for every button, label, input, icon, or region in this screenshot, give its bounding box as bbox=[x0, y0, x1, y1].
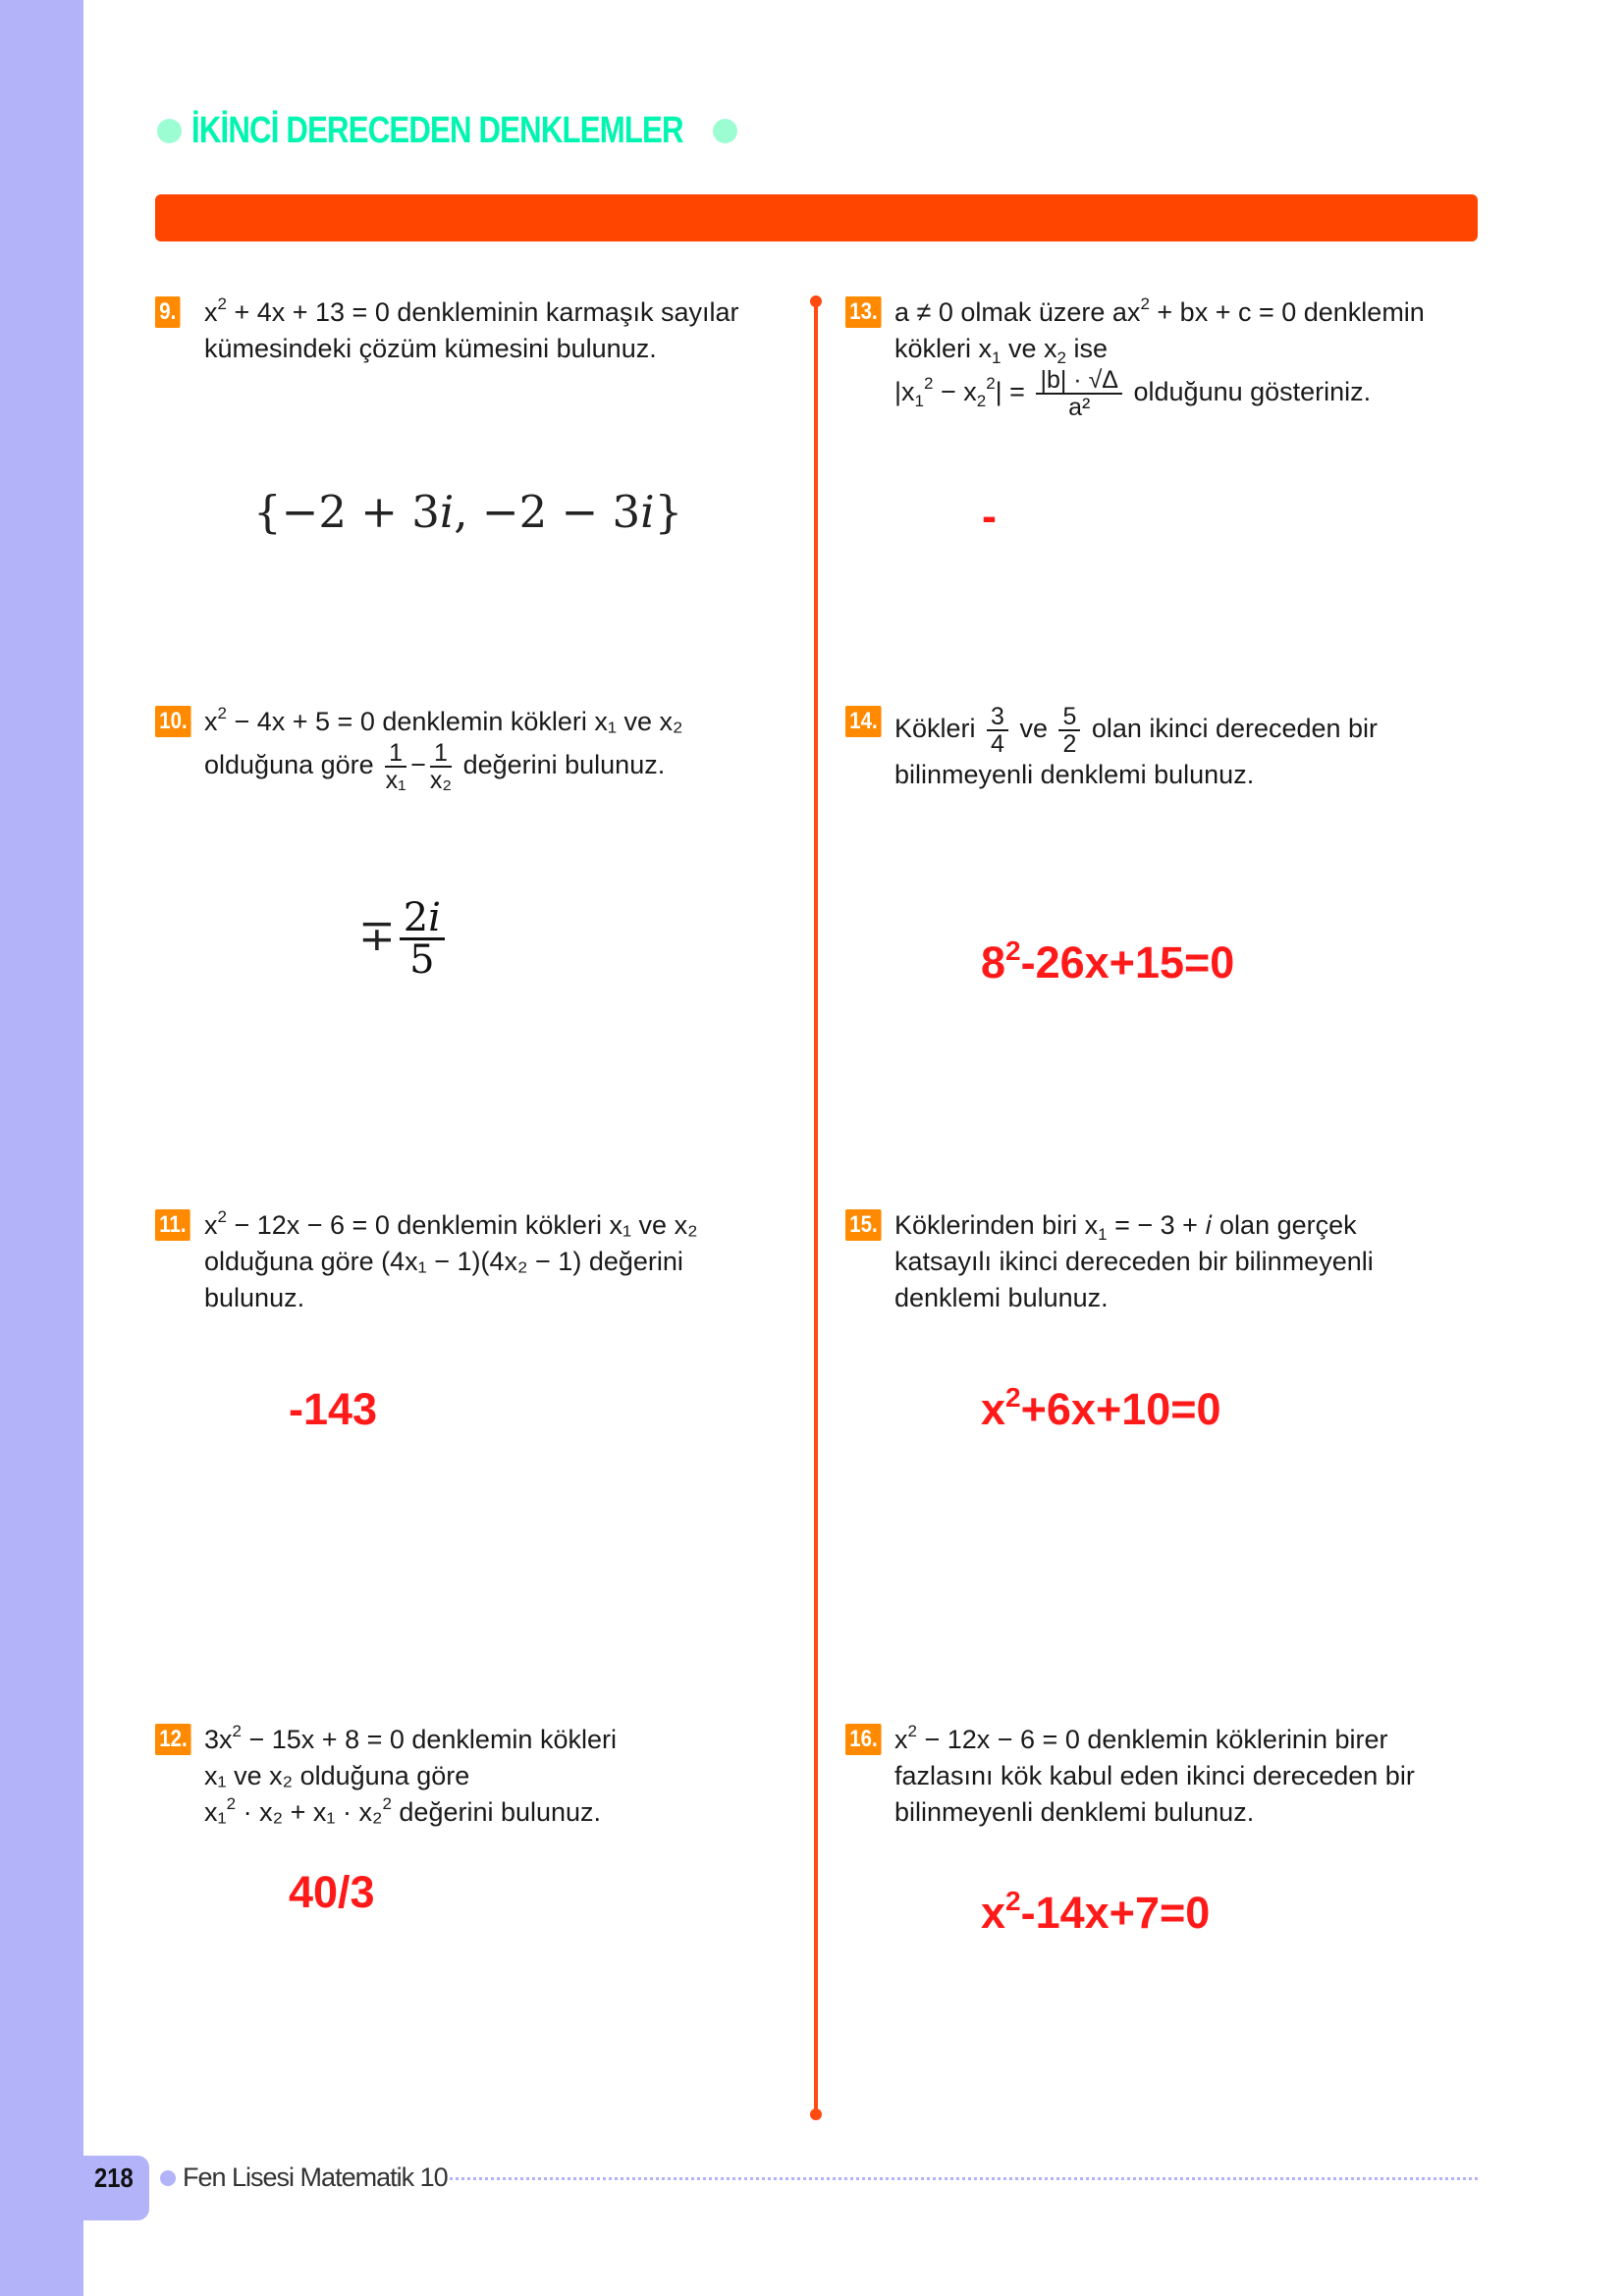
text-segment: kökleri x bbox=[894, 334, 993, 363]
fraction-denominator: a² bbox=[1068, 394, 1091, 421]
text-segment: ve x bbox=[1001, 334, 1057, 363]
text-segment: − bbox=[410, 750, 426, 780]
section-title bbox=[157, 110, 737, 152]
fraction bbox=[430, 740, 452, 793]
superscript: 2 bbox=[1140, 294, 1150, 313]
text-line bbox=[894, 704, 1474, 757]
superscript: 2 bbox=[907, 1722, 917, 1740]
answer-9 bbox=[253, 486, 682, 538]
text-line bbox=[358, 895, 449, 983]
text-line bbox=[204, 704, 784, 740]
answer-13 bbox=[982, 491, 997, 542]
page-number: 218 bbox=[94, 2163, 134, 2193]
text-segment: ∓ bbox=[358, 909, 396, 961]
text-line bbox=[204, 1722, 784, 1758]
text-segment: denklemi bulunuz. bbox=[894, 1283, 1109, 1312]
text-segment: ise bbox=[1066, 334, 1109, 363]
text-segment: x₁ ve x₂ olduğuna göre bbox=[204, 1761, 470, 1790]
superscript: 2 bbox=[1005, 1382, 1021, 1413]
text-segment: {−2 + 3𝑖, −2 − 3𝑖} bbox=[253, 486, 683, 538]
page-side-band bbox=[0, 0, 83, 2296]
text-line bbox=[204, 1758, 784, 1794]
fraction bbox=[1058, 704, 1080, 757]
superscript: 2 bbox=[923, 374, 934, 394]
footer-bullet-icon bbox=[160, 2170, 176, 2186]
fraction bbox=[1036, 367, 1122, 420]
fraction-denominator: 4 bbox=[991, 730, 1004, 758]
text-segment: fazlasını kök kabul eden ikinci dereceden bir bbox=[894, 1761, 1415, 1790]
fraction-numerator: 5 bbox=[1058, 704, 1080, 731]
text-segment: 40/3 bbox=[289, 1867, 375, 1917]
text-segment: − 12x − 6 = 0 denklemin köklerinin birer bbox=[916, 1725, 1388, 1754]
fraction-denominator: 2 bbox=[1062, 730, 1077, 758]
answer-15 bbox=[981, 1384, 1221, 1435]
fraction-numerator: 1 bbox=[430, 740, 452, 768]
text-segment: 3x bbox=[204, 1725, 233, 1754]
text-segment: − 12x − 6 = 0 denklemin kökleri x₁ ve x₂ bbox=[226, 1210, 698, 1240]
problem-14 bbox=[845, 704, 1474, 793]
problem-15 bbox=[845, 1207, 1474, 1316]
text-line bbox=[894, 367, 1474, 420]
bullet-dot-icon bbox=[157, 119, 182, 143]
text-segment: x bbox=[204, 297, 218, 327]
text-segment: - bbox=[982, 491, 997, 541]
text-line bbox=[204, 1207, 784, 1244]
text-segment: x bbox=[981, 1888, 1006, 1938]
text-line bbox=[894, 1207, 1474, 1244]
text-line bbox=[894, 1244, 1474, 1280]
text-line bbox=[981, 937, 1234, 988]
text-line bbox=[982, 491, 997, 542]
text-segment: Kökleri bbox=[894, 714, 984, 744]
superscript: 2 bbox=[217, 294, 227, 313]
problem-number: 11. bbox=[155, 1209, 190, 1241]
text-line bbox=[289, 1384, 377, 1435]
text-segment: ve bbox=[1011, 714, 1056, 744]
problem-number: 14. bbox=[845, 706, 882, 737]
text-segment: değerini bulunuz. bbox=[456, 750, 666, 780]
subscript: 1 bbox=[1098, 1225, 1108, 1244]
fraction-numerator: |b| · √Δ bbox=[1036, 367, 1122, 395]
text-segment: olan ikinci dereceden bir bbox=[1084, 714, 1379, 744]
subscript: 1 bbox=[992, 348, 1001, 367]
text-segment: | = bbox=[995, 377, 1033, 407]
text-line bbox=[894, 757, 1474, 793]
footer-dotted-rule bbox=[450, 2177, 1478, 2180]
answer-14 bbox=[981, 937, 1234, 988]
text-segment: -143 bbox=[289, 1384, 378, 1434]
text-segment: +6x+10=0 bbox=[1020, 1384, 1221, 1434]
fraction bbox=[400, 895, 445, 983]
text-segment: · x₂ + x₁ · x₂ bbox=[236, 1797, 383, 1827]
text-segment: + bx + c = 0 denklemin bbox=[1149, 297, 1425, 327]
text-line bbox=[253, 486, 682, 538]
text-segment: olduğunu gösteriniz. bbox=[1126, 377, 1372, 407]
problem-12 bbox=[155, 1722, 784, 1831]
fraction-denominator: x₂ bbox=[429, 767, 453, 794]
text-line bbox=[204, 1280, 784, 1316]
text-line bbox=[204, 1794, 784, 1831]
text-segment: − x bbox=[933, 377, 977, 407]
fraction-denominator: x₁ bbox=[385, 767, 406, 794]
answer-11 bbox=[289, 1384, 377, 1435]
subscript: 1 bbox=[914, 392, 924, 411]
text-line bbox=[204, 1244, 784, 1280]
problem-16 bbox=[845, 1722, 1474, 1831]
column-divider bbox=[814, 301, 818, 2114]
fraction bbox=[385, 740, 406, 793]
problem-number: 13. bbox=[845, 296, 882, 328]
text-segment: bilinmeyenli denklemi bulunuz. bbox=[894, 1797, 1255, 1827]
answer-12 bbox=[289, 1867, 375, 1918]
text-line bbox=[894, 294, 1474, 331]
text-line bbox=[204, 740, 784, 793]
header-banner bbox=[155, 194, 1478, 241]
text-line bbox=[894, 331, 1474, 367]
text-segment: x bbox=[204, 707, 218, 736]
subscript: 2 bbox=[976, 392, 987, 411]
text-line bbox=[289, 1867, 375, 1918]
text-segment: bilinmeyenli denklemi bulunuz. bbox=[894, 760, 1255, 789]
superscript: 2 bbox=[382, 1794, 392, 1813]
fraction-numerator: 3 bbox=[987, 704, 1008, 731]
text-segment: -14x+7=0 bbox=[1020, 1888, 1211, 1938]
text-line bbox=[981, 1384, 1221, 1435]
text-line bbox=[894, 1280, 1474, 1316]
text-segment: kümesindeki çözüm kümesini bulunuz. bbox=[204, 334, 657, 363]
text-segment: -26x+15=0 bbox=[1020, 937, 1235, 988]
text-segment: olduğuna göre (4x₁ − 1)(4x₂ − 1) değerini bbox=[204, 1247, 683, 1276]
text-segment: + 4x + 13 = 0 denkleminin karmaşık sayılar bbox=[226, 297, 739, 327]
problem-9 bbox=[155, 294, 784, 367]
text-segment: a ≠ 0 olmak üzere ax bbox=[894, 297, 1141, 327]
text-segment: olduğuna göre bbox=[204, 750, 382, 780]
bullet-dot-icon bbox=[713, 119, 737, 143]
text-segment: Köklerinden biri x bbox=[894, 1210, 1099, 1240]
problem-13 bbox=[845, 294, 1474, 420]
superscript: 2 bbox=[226, 1794, 237, 1813]
text-segment: katsayılı ikinci dereceden bir bilinmeyenli bbox=[894, 1247, 1374, 1276]
text-segment: x bbox=[204, 1210, 218, 1240]
superscript: 2 bbox=[232, 1722, 242, 1740]
fraction-numerator: 2𝑖 bbox=[400, 898, 445, 940]
text-segment: x₁ bbox=[204, 1797, 227, 1827]
fraction-denominator: 5 bbox=[409, 937, 435, 983]
answer-16 bbox=[981, 1888, 1210, 1939]
text-segment: − 15x + 8 = 0 denklemin kökleri bbox=[242, 1725, 617, 1754]
superscript: 2 bbox=[1005, 1886, 1021, 1916]
superscript: 2 bbox=[1005, 935, 1021, 966]
problem-number: 16. bbox=[845, 1724, 882, 1755]
text-line bbox=[204, 331, 784, 367]
text-line bbox=[894, 1794, 1474, 1831]
superscript: 2 bbox=[217, 1207, 227, 1226]
text-segment: x bbox=[981, 1384, 1006, 1434]
fraction bbox=[987, 704, 1008, 757]
text-segment: değerini bulunuz. bbox=[391, 1797, 602, 1827]
superscript: 2 bbox=[217, 704, 227, 722]
text-segment: |x bbox=[894, 377, 915, 407]
text-line bbox=[894, 1758, 1474, 1794]
problem-number: 12. bbox=[155, 1724, 191, 1755]
text-segment: − 4x + 5 = 0 denklemin kökleri x₁ ve x₂ bbox=[226, 707, 683, 736]
text-segment: = − 3 + 𝑖 olan gerçek bbox=[1107, 1210, 1357, 1240]
text-line bbox=[894, 1722, 1474, 1758]
problem-number: 15. bbox=[845, 1209, 882, 1241]
superscript: 2 bbox=[986, 374, 996, 394]
subscript: 2 bbox=[1056, 348, 1066, 367]
problem-number: 9. bbox=[155, 296, 181, 328]
text-segment: 8 bbox=[981, 937, 1006, 988]
answer-10 bbox=[358, 895, 449, 983]
text-line bbox=[204, 294, 784, 331]
book-title: Fen Lisesi Matematik 10 bbox=[183, 2163, 448, 2192]
text-segment: x bbox=[894, 1725, 908, 1754]
problem-11 bbox=[155, 1207, 784, 1316]
section-title-text: İKİNCİ DERECEDEN DENKLEMLER bbox=[191, 110, 683, 151]
problem-number: 10. bbox=[155, 706, 191, 737]
fraction-numerator: 1 bbox=[385, 740, 406, 768]
text-segment: bulunuz. bbox=[204, 1283, 305, 1312]
problem-10 bbox=[155, 704, 784, 793]
text-line bbox=[981, 1888, 1210, 1939]
